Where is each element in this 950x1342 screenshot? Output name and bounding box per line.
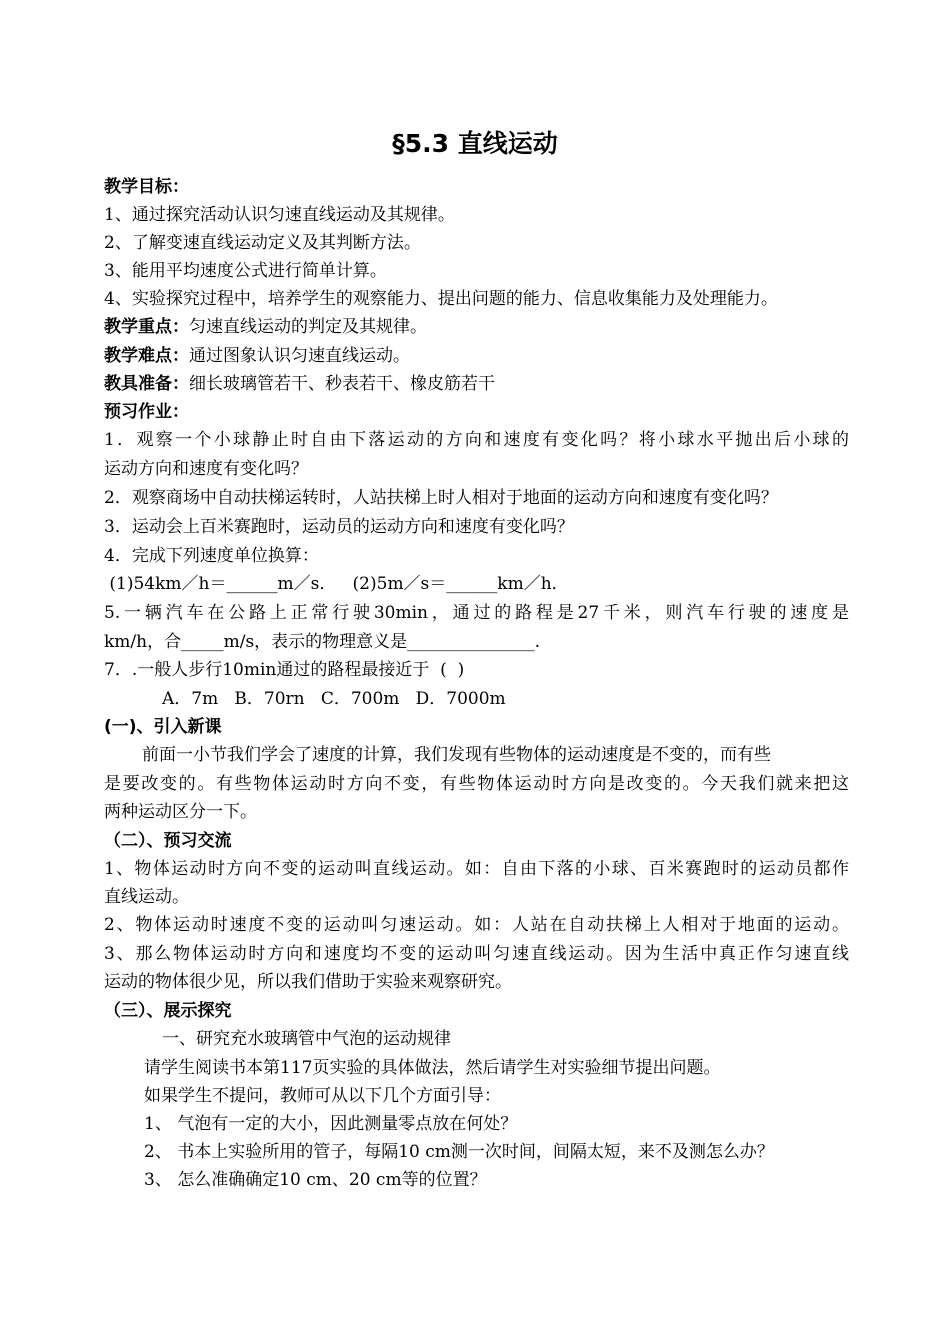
homework-line: 运动方向和速度有变化吗？ [104, 459, 308, 479]
section2-line: 1、物体运动时方向不变的运动叫直线运动。如：自由下落的小球、百米赛跑时的运动员都作 [104, 859, 849, 879]
difficulty [104, 345, 849, 367]
objective-item: 2、了解变速直线运动定义及其判断方法。 [104, 233, 421, 253]
materials-text: 细长玻璃管若干、秒表若干、橡皮筋若干 [189, 374, 495, 394]
section1-line: 两种运动区分一下。 [104, 802, 257, 822]
homework-line: 5.一辆汽车在公路上正常行驶30min，通过的路程是27千米，则汽车行驶的速度是 [104, 603, 849, 623]
section2-line: 运动的物体很少见，所以我们借助于实验来观察研究。 [104, 972, 512, 992]
section2-line: 直线运动。 [104, 887, 189, 907]
section3-line: 3、 怎么准确确定10 cm、20 cm等的位置？ [144, 1170, 487, 1190]
objective-item: 1、通过探究活动认识匀速直线运动及其规律。 [104, 205, 455, 225]
homework-options: A．7m B．70rn C．700m D．7000m [162, 689, 506, 709]
materials-label: 教具准备： [104, 374, 189, 394]
section2-heading: （二）、预习交流 [104, 831, 232, 851]
section1-heading: (一)、引入新课 [104, 717, 222, 737]
section3-line: 1、 气泡有一定的大小，因此测量零点放在何处？ [144, 1114, 518, 1134]
homework-line: 7．.一般人步行10min通过的路程最接近于 ( ) [104, 660, 465, 680]
section3-line: 2、 书本上实验所用的管子，每隔10 cm测一次时间，间隔太短，来不及测怎么办？ [144, 1142, 774, 1162]
difficulty-label: 教学难点： [104, 346, 189, 366]
homework-heading: 预习作业： [104, 402, 189, 422]
key-point-label: 教学重点： [104, 317, 189, 337]
objectives-heading: 教学目标： [104, 177, 189, 197]
section3-line: 如果学生不提问，教师可从以下几个方面引导： [144, 1086, 501, 1106]
homework-line: (1)54km／h＝______m／s． (2)5m／s＝______km／h． [104, 574, 569, 594]
section3-subheading: 一、研究充水玻璃管中气泡的运动规律 [162, 1029, 451, 1049]
difficulty-text: 通过图象认识匀速直线运动。 [189, 346, 410, 366]
key-point-text: 匀速直线运动的判定及其规律。 [189, 317, 427, 337]
section2-line: 2、物体运动时速度不变的运动叫匀速运动。如：人站在自动扶梯上人相对于地面的运动。 [104, 915, 849, 935]
section3-line: 请学生阅读书本第117页实验的具体做法，然后请学生对实验细节提出问题。 [144, 1058, 721, 1078]
page-title: §5.3 直线运动 [392, 129, 558, 158]
section2-line: 3、那么物体运动时方向和速度均不变的运动叫匀速直线运动。因为生活中真正作匀速直线 [104, 944, 849, 964]
homework-line: 1．观察一个小球静止时自由下落运动的方向和速度有变化吗？将小球水平抛出后小球的 [104, 430, 849, 450]
homework-line: 4．完成下列速度单位换算： [104, 546, 319, 566]
objective-item: 4、实验探究过程中，培养学生的观察能力、提出问题的能力、信息收集能力及处理能力。 [104, 289, 778, 309]
homework-line: 3．运动会上百米赛跑时，运动员的运动方向和速度有变化吗？ [104, 517, 574, 537]
objective-item: 3、能用平均速度公式进行简单计算。 [104, 261, 387, 281]
homework-line: km/h，合_____m/s，表示的物理意义是_______________. [104, 632, 541, 652]
homework-line: 2．观察商场中自动扶梯运转时，人站扶梯上时人相对于地面的运动方向和速度有变化吗？ [104, 488, 778, 508]
section3-heading: （三）、展示探究 [104, 1001, 232, 1021]
section1-line: 是要改变的。有些物体运动时方向不变，有些物体运动时方向是改变的。今天我们就来把这 [104, 774, 849, 794]
section1-line: 前面一小节我们学会了速度的计算，我们发现有些物体的运动速度是不变的，而有些 [142, 745, 771, 765]
key-point [104, 316, 849, 338]
materials [104, 373, 849, 395]
